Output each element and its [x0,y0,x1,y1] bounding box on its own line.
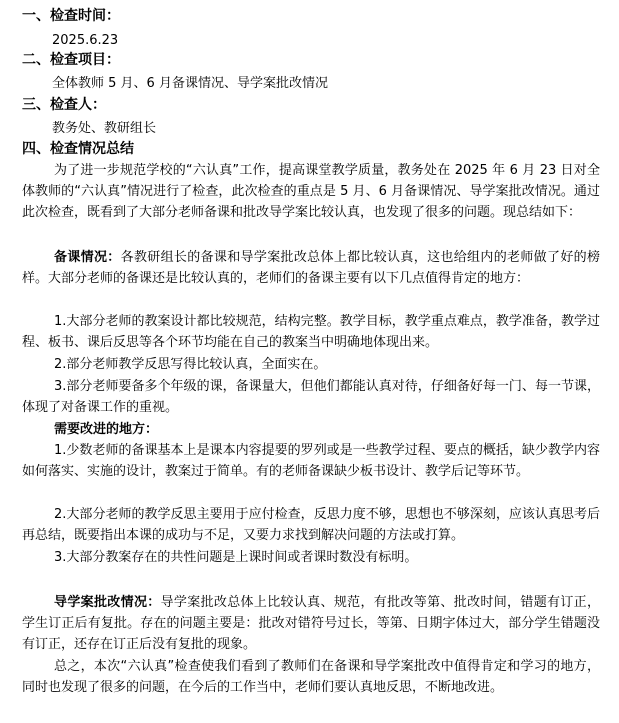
prep-paragraph [22,247,600,289]
guide-label: 导学案批改情况： [54,595,161,610]
prep-text: 各教研组长的备课和导学案批改总体上都比较认真，这也给组内的老师做了好的榜样。大部分老师的备课还是比较认真的，老师们的备课主要有以下几点值得肯定的地方： [22,250,600,286]
section-heading-inspection-time: 一、检查时间： [22,8,120,24]
section-heading-inspectors: 三、检查人： [22,97,106,113]
prep-item-2: 2.部分老师教学反思写得比较认真，全面实在。 [54,357,327,372]
improve-item-2: 2.大部分老师的教学反思主要用于应付检查，反思力度不够，思想也不够深刻，应该认真思考后再总结，既要指出本课的成功与不足，又要力求找到解决问题的方法或打算。 [22,507,600,543]
improve-item-3: 3.大部分教案存在的共性问题是上课时间或者课时数没有标明。 [54,550,418,565]
conclusion-paragraph: 总之，本次“六认真”检查使我们看到了教师们在备课和导学案批改中值得肯定和学习的地方，同时也发现了很多的问题，在今后的工作当中，老师们要认真地反思，不断地改进。 [22,659,600,695]
guide-paragraph [22,592,600,655]
prep-item-3: 3.部分老师要备多个年级的课，备课量大，但他们都能认真对待，仔细备好每一门、每一节课，体现了对备课工作的重视。 [22,379,600,415]
summary-intro-paragraph: 为了进一步规范学校的“六认真”工作，提高课堂教学质量，教务处在 2025 年 6 月 23 日对全体教师的“六认真”情况进行了检查，此次检查的重点是 5 月、6 月备课情况、导学案批改情况。通过此次检查，既看到了大部分老师备课和批改导学案比较认真，也发现了很多的问题。现总结如下： [22,163,600,220]
guide-text: 导学案批改总体上比较认真、规范，有批改等第、批改时间，错题有订正，学生订正后有复批。存在的问题主要是：批改对错符号过长，等第、日期字体过大，部分学生错题没有订正，还存在订正后没有复批的现象。 [22,595,600,652]
prep-item-1: 1.大部分老师的教案设计都比较规范，结构完整。教学目标，教学重点难点，教学准备，教学过程、板书、课后反思等各个环节均能在自己的教案当中明确地体现出来。 [22,314,600,350]
inspection-time-value: 2025.6.23 [52,33,119,48]
improve-item-1: 1.少数老师的备课基本上是课本内容提要的罗列或是一些教学过程、要点的概括，缺少教学内容如何落实、实施的设计，教案过于简单。有的老师备课缺少板书设计、教学后记等环节。 [22,443,600,479]
prep-label: 备课情况： [54,250,121,265]
section-heading-inspection-items: 二、检查项目： [22,52,120,68]
section-heading-summary: 四、检查情况总结 [22,141,134,157]
inspectors-value: 教务处、教研组长 [52,121,157,136]
inspection-items-value: 全体教师 5 月、6 月备课情况、导学案批改情况 [52,76,328,91]
improve-label: 需要改进的地方： [54,422,159,437]
